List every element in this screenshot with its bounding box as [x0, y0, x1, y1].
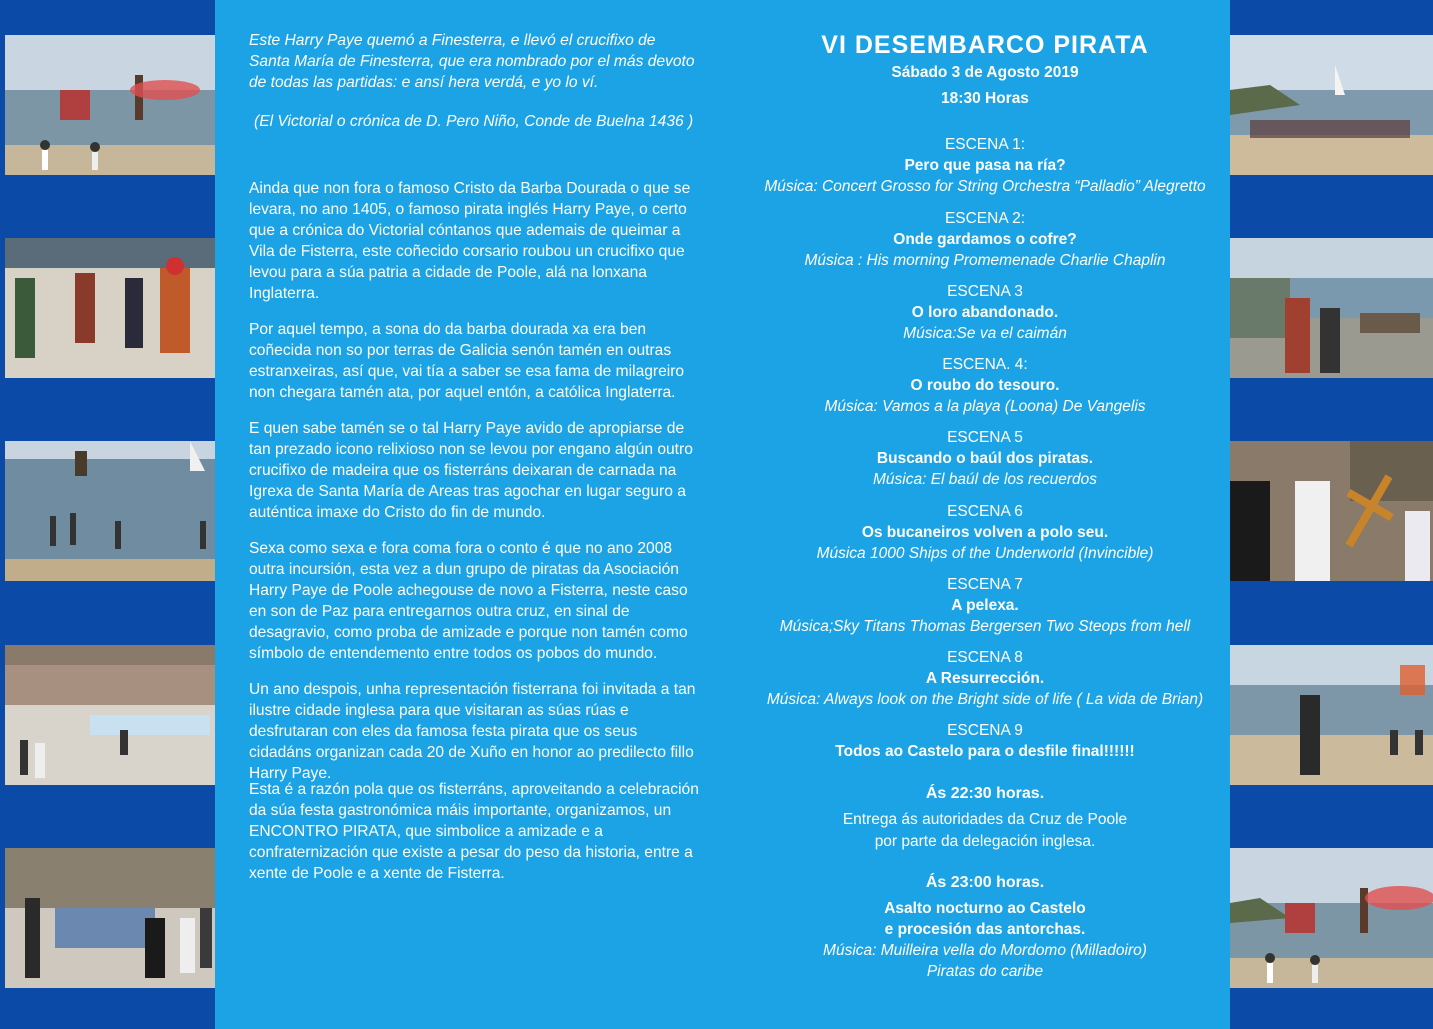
event-title: VI DESEMBARCO PIRATA	[821, 31, 1149, 59]
scene-2	[750, 208, 1220, 271]
event-date: Sábado 3 de Agosto 2019	[891, 64, 1079, 81]
photo-pirates-with-cross	[1230, 441, 1433, 581]
event-night-assault	[750, 872, 1220, 982]
history-paragraph-4: Sexa como sexa e fora coma fora o conto é que no ano 2008 outra incursión, esta vez a dun grupo de piratas da Asociación Harry Paye de Poole achegouse de novo a Fisterra, neste caso en son de Paz para entregarnos outra cruz, en sinal de desagravio, como proba de amizade e porque non tamén como símbolo de entendemento entre todos os pobos do mundo.	[249, 540, 688, 662]
scene-6	[750, 501, 1220, 564]
event-assault-line1: Asalto nocturno ao Castelo	[884, 900, 1086, 917]
main-panel	[215, 0, 1230, 1029]
scene-name: Todos ao Castelo para o desfile final!!!!!!	[835, 743, 1135, 760]
photo-pirate-parade	[1230, 238, 1433, 378]
scene-name: A pelexa.	[951, 597, 1019, 614]
scene-name: Buscando o baúl dos piratas.	[876, 450, 1094, 467]
photo-pirates-with-banner	[5, 848, 215, 988]
scene-1	[750, 134, 1220, 197]
scene-9	[750, 720, 1220, 762]
history-paragraph-2: Por aquel tempo, a sona do da barba dourada xa era ben coñecida non so por terras de Galicia senón tamén en outras estranxeiras, así que, vai tía a saber se esa fama de milagreiro non chegara tamén ata, por aquel entón, a católica Inglaterra.	[249, 321, 685, 401]
scene-name: Pero que pasa na ría?	[904, 157, 1066, 174]
scene-label: ESCENA. 4:	[942, 356, 1028, 373]
scene-name: Onde gardamos o cofre?	[893, 231, 1077, 248]
event-assault-time: Ás 23:00 horas.	[925, 874, 1045, 891]
photo-pirate-boat-beach	[5, 35, 215, 175]
scene-music: Música: Always look on the Bright side of life ( La vida de Brian)	[766, 691, 1204, 708]
scene-music: Música 1000 Ships of the Underworld (Invincible)	[816, 545, 1154, 562]
scene-name: A Resurrección.	[925, 670, 1045, 687]
history-paragraph-1: Ainda que non fora o famoso Cristo da Barba Dourada o que se levara, no ano 1405, o famoso pirata inglés Harry Paye, o certo que a crónica do Victorial cóntanos que ademais de queimar a Vila de Fisterra, este coñecido corsario roubou un crucifixo que levou para a súa patria a cidade de Poole, alá na lonxana Inglaterra.	[249, 180, 691, 302]
photo-pirates-on-sand	[5, 238, 215, 378]
scene-music: Música:Se va el caimán	[903, 325, 1067, 342]
scene-label: ESCENA 2:	[944, 210, 1026, 227]
event-assault-music2: Piratas do caribe	[926, 963, 1044, 980]
scene-music: Música;Sky Titans Thomas Bergersen Two Steops from hell	[779, 618, 1191, 635]
event-assault-line2: e procesión das antorchas.	[884, 921, 1086, 938]
scene-label: ESCENA 9	[947, 722, 1023, 739]
right-photo-strip	[1230, 0, 1433, 1029]
event-cross-time: Ás 22:30 horas.	[925, 785, 1045, 802]
history-paragraph-5: Un ano despois, unha representación fisterrana foi invitada a tan ilustre cidade inglesa para que visitaran as súas rúas e desfrutaran con eles da famosa festa pirata que os seus cidadáns organizan cada 20 de Xuño en honor ao predilecto fillo Harry Paye.	[249, 681, 696, 782]
photo-crowd-on-beach	[5, 645, 215, 785]
scene-name: Os bucaneiros volven a polo seu.	[861, 524, 1109, 541]
scene-label: ESCENA 7	[947, 576, 1023, 593]
history-column	[249, 30, 699, 882]
event-cross-line2: por parte da delegación inglesa.	[874, 833, 1096, 850]
history-paragraph-6: Esta é a razón pola que os fisterráns, aproveitando a celebración da súa festa gastronómica máis importante, organizamos, un ENCONTRO PIRATA, que simbolice a amizade e a confraternización que existe a pesar do peso da historia, entre a xente de Poole e a xente de Fisterra.	[249, 781, 699, 882]
scene-label: ESCENA 5	[947, 429, 1023, 446]
scene-music: Música : His morning Promemenade Charlie Chaplin	[804, 252, 1166, 269]
event-cross-handover	[750, 783, 1220, 853]
scene-music: Música: Concert Grosso for String Orchestra “Palladio” Alegretto	[764, 178, 1206, 195]
program-column	[750, 30, 1220, 980]
scene-label: ESCENA 8	[947, 649, 1023, 666]
photo-bay-with-boats	[5, 441, 215, 581]
scene-name: O loro abandonado.	[911, 304, 1059, 321]
event-time: 18:30 Horas	[941, 90, 1029, 107]
photo-beach-crowd-sailboat	[1230, 35, 1433, 175]
scene-5	[750, 427, 1220, 490]
left-photo-strip	[0, 0, 215, 1029]
scene-label: ESCENA 6	[947, 503, 1023, 520]
event-assault-music1: Música: Muilleira vella do Mordomo (Milladoiro)	[823, 942, 1147, 959]
scene-label: ESCENA 3	[947, 283, 1023, 300]
scene-music: Música: Vamos a la playa (Loona) De Vangelis	[824, 398, 1146, 415]
scene-label: ESCENA 1:	[944, 136, 1026, 153]
scene-3	[750, 281, 1220, 344]
scene-4	[750, 354, 1220, 417]
photo-pirate-boat-smoke	[1230, 848, 1433, 988]
quote-text: Este Harry Paye quemó a Finesterra, e llevó el crucifixo de Santa María de Finesterra, que era nombrado por el más devoto de todas las partidas: e ansí hera verdá, e yo lo ví.	[249, 32, 695, 91]
photo-pirate-on-beach	[1230, 645, 1433, 785]
history-paragraph-3: E quen sabe tamén se o tal Harry Paye avido de apropiarse de tan prezado icono relixioso non se levou por engano algún outro crucifixo de madeira que os fisterráns deixaran de carnada na Igrexa de Santa María de Areas tras agochar en lugar seguro a auténtica imaxe do Cristo do fin de mundo.	[249, 420, 693, 521]
quote-citation: (El Victorial o crónica de D. Pero Niño, Conde de Buelna 1436 )	[254, 113, 694, 130]
scene-7	[750, 574, 1220, 637]
scene-8	[750, 647, 1220, 710]
scene-name: O roubo do tesouro.	[910, 377, 1060, 394]
event-cross-line1: Entrega ás autoridades da Cruz de Poole	[842, 811, 1128, 828]
scene-music: Música: El baúl de los recuerdos	[872, 471, 1097, 488]
